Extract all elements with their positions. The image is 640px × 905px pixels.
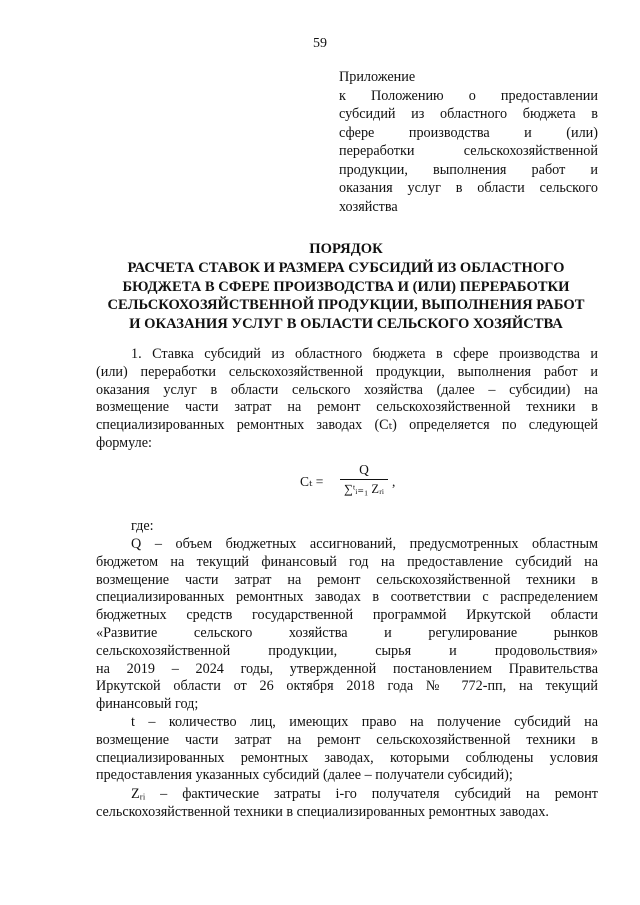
text-line: формуле:: [96, 434, 152, 451]
appendix-line: к Положению о предоставлении: [339, 87, 598, 104]
paragraph-t: [96, 714, 598, 785]
page-number: 59: [313, 36, 327, 51]
text-line: бюджетных средств государственной программой Иркутской области: [96, 607, 598, 624]
appendix-line: субсидий из областного бюджета в: [339, 106, 598, 122]
text-line: (или) переработки сельскохозяйственной продукции, выполнения работ и: [96, 363, 598, 380]
text-line: возмещение части затрат на ремонт сельскохозяйственной техники в: [96, 731, 598, 748]
text-line: возмещение части затрат на ремонт сельскохозяйственной техники в: [96, 571, 598, 588]
formula-numerator: Q: [359, 462, 369, 477]
title-line: ПОРЯДОК: [309, 241, 383, 257]
appendix-line: хозяйства: [339, 198, 398, 215]
text-line: 1. Ставка субсидий из областного бюджета в сфере производства и: [131, 346, 598, 362]
text-line: оказания услуг в области сельского хозяйства (далее – субсидии) на: [96, 381, 598, 398]
paragraph-z: [96, 786, 598, 822]
text-line: специализированных ремонтных заводах, которыми соблюдены условия: [96, 749, 598, 766]
title-line: И ОКАЗАНИЯ УСЛУГ В ОБЛАСТИ СЕЛЬСКОГО ХОЗЯЙСТВА: [129, 316, 563, 333]
text-line: бюджетом на текущий финансовый год на предоставление субсидий на: [96, 553, 598, 570]
title-line: РАСЧЕТА СТАВОК И РАЗМЕРА СУБСИДИЙ ИЗ ОБЛАСТНОГО: [127, 259, 565, 276]
appendix-line: переработки сельскохозяйственной: [339, 143, 598, 159]
text-line: «Развитие сельского хозяйства и регулирование рынков: [96, 624, 598, 641]
paragraph-1: [96, 346, 598, 453]
appendix-block: [339, 68, 598, 216]
text-line: возмещение части затрат на ремонт сельскохозяйственной техники в: [96, 399, 598, 416]
appendix-line: оказания услуг в области сельского: [339, 180, 598, 196]
appendix-line: Приложение: [339, 69, 416, 85]
formula-lhs: Cₜ =: [300, 474, 324, 489]
formula-fraction: [340, 462, 388, 497]
text-line: Zᵣᵢ – фактические затраты i-го получателя субсидий на ремонт: [131, 786, 598, 802]
fraction-bar: [340, 479, 388, 480]
text-line: специализированных ремонтных заводах (Cₜ) определяется по следующей: [96, 417, 598, 434]
text-line: Q – объем бюджетных ассигнований, предусмотренных областным: [131, 536, 598, 552]
text-line: Иркутской области от 26 октября 2018 года № 772-пп, на текущий: [96, 678, 598, 695]
text-line: специализированных ремонтных заводах в соответствии с распределением: [96, 589, 598, 606]
paragraph-q: [96, 536, 598, 714]
formula-denominator: ∑ᵗᵢ₌₁ Zᵣᵢ: [344, 482, 384, 496]
appendix-line: продукции, выполнения работ и: [339, 161, 598, 178]
where-label: [96, 518, 598, 536]
text-line: где:: [131, 518, 154, 534]
text-line: сельскохозяйственной техники в специализированных ремонтных заводах.: [96, 803, 549, 820]
formula: [300, 462, 410, 502]
text-line: сельскохозяйственной продукции, сырья и продовольствия»: [96, 642, 598, 659]
text-line: финансовый год;: [96, 696, 199, 713]
title-line: СЕЛЬСКОХОЗЯЙСТВЕННОЙ ПРОДУКЦИИ, ВЫПОЛНЕНИЯ РАБОТ: [107, 297, 585, 314]
text-line: предоставления указанных субсидий (далее – получатели субсидий);: [96, 767, 513, 784]
title-line: БЮДЖЕТА В СФЕРЕ ПРОИЗВОДСТВА И (ИЛИ) ПЕРЕРАБОТКИ: [122, 278, 570, 295]
appendix-line: сфере производства и (или): [339, 124, 598, 141]
formula-comma: ,: [392, 474, 396, 489]
text-line: на 2019 – 2024 годы, утвержденной постановлением Правительства: [96, 660, 598, 677]
text-line: t – количество лиц, имеющих право на получение субсидий на: [131, 714, 598, 730]
document-title: [96, 240, 596, 334]
